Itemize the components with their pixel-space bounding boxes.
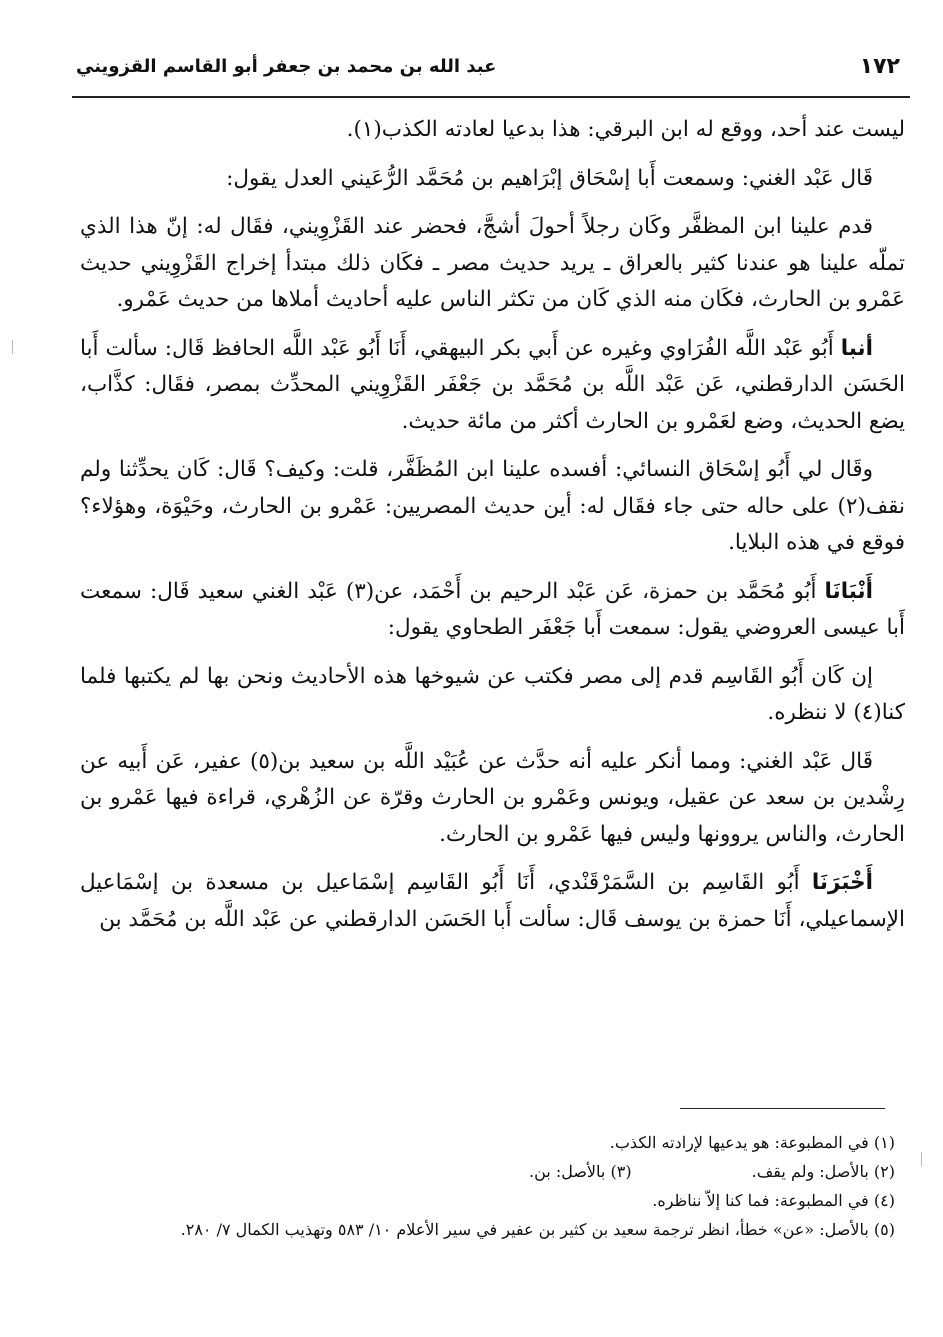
paragraph-6 (80, 574, 905, 647)
scan-speck (921, 1152, 922, 1166)
paragraph-6-text: أَبُو مُحَمَّد بن حمزة، عَن عَبْد الرحيم بن أَحْمَد، عن(٣) عَبْد الغني سعيد قَال: سمعت أَبا عيسى العروضي يقول: سمعت أَبا جَعْفَر الطحاوي يقول: (80, 578, 905, 640)
paragraph-9 (80, 865, 905, 938)
footnote-5: (٥) بالأصل: «عن» خطأ، انظر ترجمة سعيد بن كثير بن عفير في سير الأعلام ١٠/ ٥٨٣ وتهذيب الكمال ٧/ ٢٨٠. (180, 1220, 895, 1239)
page-header (72, 52, 910, 88)
running-title: عبد الله بن محمد بن جعفر أبو القاسم القزويني (76, 56, 497, 77)
footnote-row-2-3 (80, 1157, 895, 1186)
paragraph-6-lead: أَنْبَانَا (824, 578, 873, 604)
scan-speck (12, 340, 13, 354)
main-text (80, 112, 905, 950)
paragraph-4 (80, 331, 905, 441)
paragraph-3: قدم علينا ابن المظفَّر وكَان رجلاً أحولَ أشجَّ، فحضر عند القَزْوِيني، فقَال له: إنّ هذا الذي تملّه علينا هو عندنا كثير بالعراق ـ يريد حديث مصر ـ فكَان ذلك مبتدأ إخراج القَزْوِيني حديث عَمْرو بن الحارث، فكَان منه الذي كَان من تكثر الناس عليه أحاديث أملاها من حديث عَمْرو. (80, 214, 905, 312)
footnote-4: (٤) في المطبوعة: فما كنا إلاّ نناظره. (652, 1191, 895, 1210)
page-number: ١٧٢ (859, 54, 900, 79)
paragraph-4-lead: أنبا (840, 335, 873, 361)
paragraph-9-lead: أَخْبَرَنَا (811, 870, 873, 895)
paragraph-1: ليست عند أحد، ووقع له ابن البرقي: هذا بدعيا لعادته الكذب(١). (346, 117, 905, 142)
paragraph-9-text: أَبُو القَاسِم بن السَّمَرْقَنْدي، أَنَا أَبُو القَاسِم إسْمَاعيل بن مسعدة بن إسْمَاعيل الإسماعيلي، أَنَا حمزة بن يوسف قَال: سألت أَبا الحَسَن الدارقطني عن عَبْد اللَّه بن مُحَمَّد بن (80, 870, 905, 932)
paragraph-5: وقَال لي أَبُو إسْحَاق النسائي: أفسده علينا ابن المُظَفَّر، قلت: وكيف؟ قَال: كَان يحدِّثنا ولم نقف(٢) على حاله حتى جاء فقَال له: أين حديث المصريين: عَمْرو بن الحارث، وحَيْوَة، وهؤلاء؟ فوقع في هذه البلايا. (80, 457, 905, 555)
footnote-1: (١) في المطبوعة: هو يدعيها لإرادته الكذب. (609, 1133, 895, 1152)
paragraph-8: قَال عَبْد الغني: ومما أنكر عليه أنه حدَّث عن عُبَيْد اللَّه بن سعيد بن(٥) عفير، عَن أَبيه عن رِشْدين بن سعد عن عقيل، ويونس وعَمْرو بن الحارث وقرّة عن الزُهْري، قراءة فيها عَمْرو بن الحارث، والناس يروونها وليس فيها عَمْرو بن الحارث. (80, 748, 905, 847)
footnote-rule (680, 1108, 885, 1109)
footnote-3: (٣) بالأصل: بن. (529, 1162, 632, 1181)
paragraph-7: إن كَان أَبُو القَاسِم قدم إلى مصر فكتب عن شيوخها هذه الأحاديث ونحن بها لم يكتبها فلما كنا(٤) لا ننظره. (80, 663, 905, 725)
footnote-2: (٢) بالأصل: ولم يقف. (751, 1162, 895, 1181)
paragraph-2: قَال عَبْد الغني: وسمعت أَبا إسْحَاق إبْرَاهيم بن مُحَمَّد الرُّعَيني العدل يقول: (226, 165, 873, 191)
header-rule (72, 96, 910, 98)
paragraph-4-text: أَبُو عَبْد اللَّه الفُرَاوي وغيره عن أَبي بكر البيهقي، أَنَا أَبُو عَبْد اللَّه الحافظ قَال: سألت أَبا الحَسَن الدارقطني، عَن عَبْد اللَّه بن مُحَمَّد بن جَعْفَر القَزْوِيني المحدِّث بمصر، فقَال: كذَّاب، يضع الحديث، وضع لعَمْرو بن الحارث أكثر من مائة حديث. (80, 335, 905, 434)
footnotes (80, 1128, 895, 1244)
